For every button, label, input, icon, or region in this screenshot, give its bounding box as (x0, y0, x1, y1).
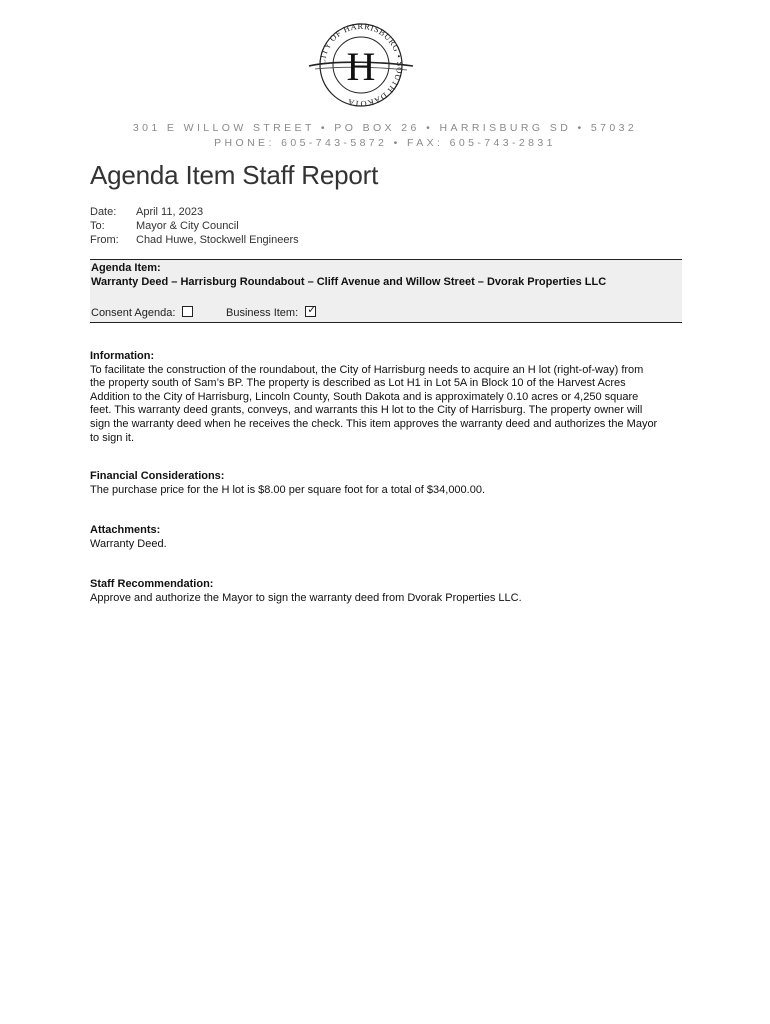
information-line: the property south of Sam’s BP. The property is described as Lot H1 in Lot 5A in Block 10 of the Harvest Acres (90, 377, 626, 390)
city-seal-logo (305, 22, 417, 108)
to-row (90, 219, 299, 233)
seal-letter: H (346, 44, 376, 89)
recommendation-text: Approve and authorize the Mayor to sign the warranty deed from Dvorak Properties LLC. (90, 591, 522, 604)
agenda-item-text: Warranty Deed – Harrisburg Roundabout – Cliff Avenue and Willow Street – Dvorak Properties LLC (91, 276, 607, 288)
information-line: sign the warranty deed when he receives the check. This item approves the warranty deed and authorizes the Mayor (90, 417, 658, 430)
consent-agenda-field (91, 306, 193, 319)
business-item-field (226, 303, 317, 319)
to-value: Mayor & City Council (136, 220, 239, 232)
business-item-label: Business Item: (226, 307, 299, 319)
information-line: To facilitate the construction of the roundabout, the City of Harrisburg needs to acquire an H lot (right-of-way) from (90, 363, 644, 376)
consent-agenda-checkbox[interactable] (182, 306, 193, 317)
date-label: Date: (90, 206, 117, 218)
recommendation-heading: Staff Recommendation: (90, 578, 214, 590)
letterhead-contact: PHONE: 605-743-5872 • FAX: 605-743-2831 (214, 137, 556, 149)
from-label: From: (90, 234, 119, 246)
attachments-text: Warranty Deed. (90, 537, 167, 550)
report-meta (90, 205, 299, 247)
agenda-item-box (90, 259, 682, 323)
from-value: Chad Huwe, Stockwell Engineers (136, 234, 299, 246)
from-row (90, 233, 299, 247)
seal-graphic (305, 22, 417, 108)
to-label: To: (90, 220, 105, 232)
letterhead-address: 301 E WILLOW STREET • PO BOX 26 • HARRISBURG SD • 57032 (132, 122, 638, 134)
page-title: Agenda Item Staff Report (90, 160, 379, 190)
seal-ring-text: CITY OF HARRISBURG • SOUTH DAKOTA (316, 22, 406, 108)
financial-section (90, 470, 690, 497)
information-line: Addition to the City of Harrisburg, Lincoln County, South Dakota and is approximately 0.10 acres or 4,250 square (90, 390, 639, 403)
attachments-heading: Attachments: (90, 524, 161, 536)
information-line: to sign it. (90, 431, 135, 444)
financial-heading: Financial Considerations: (90, 470, 225, 482)
consent-agenda-label: Consent Agenda: (91, 307, 176, 319)
date-row (90, 205, 299, 219)
financial-text: The purchase price for the H lot is $8.00 per square foot for a total of $34,000.00. (90, 483, 486, 496)
date-value: April 11, 2023 (136, 206, 204, 218)
information-heading: Information: (90, 350, 155, 362)
attachments-section (90, 524, 690, 551)
checkmark-icon: ✓ (307, 303, 317, 316)
information-line: feet. This warranty deed grants, conveys, and warrants this H lot to the City of Harrisburg. The property owner will (90, 404, 643, 417)
agenda-item-label: Agenda Item: (91, 262, 161, 274)
information-section (90, 350, 690, 445)
recommendation-section (90, 578, 690, 605)
business-item-checkbox[interactable] (305, 303, 317, 317)
